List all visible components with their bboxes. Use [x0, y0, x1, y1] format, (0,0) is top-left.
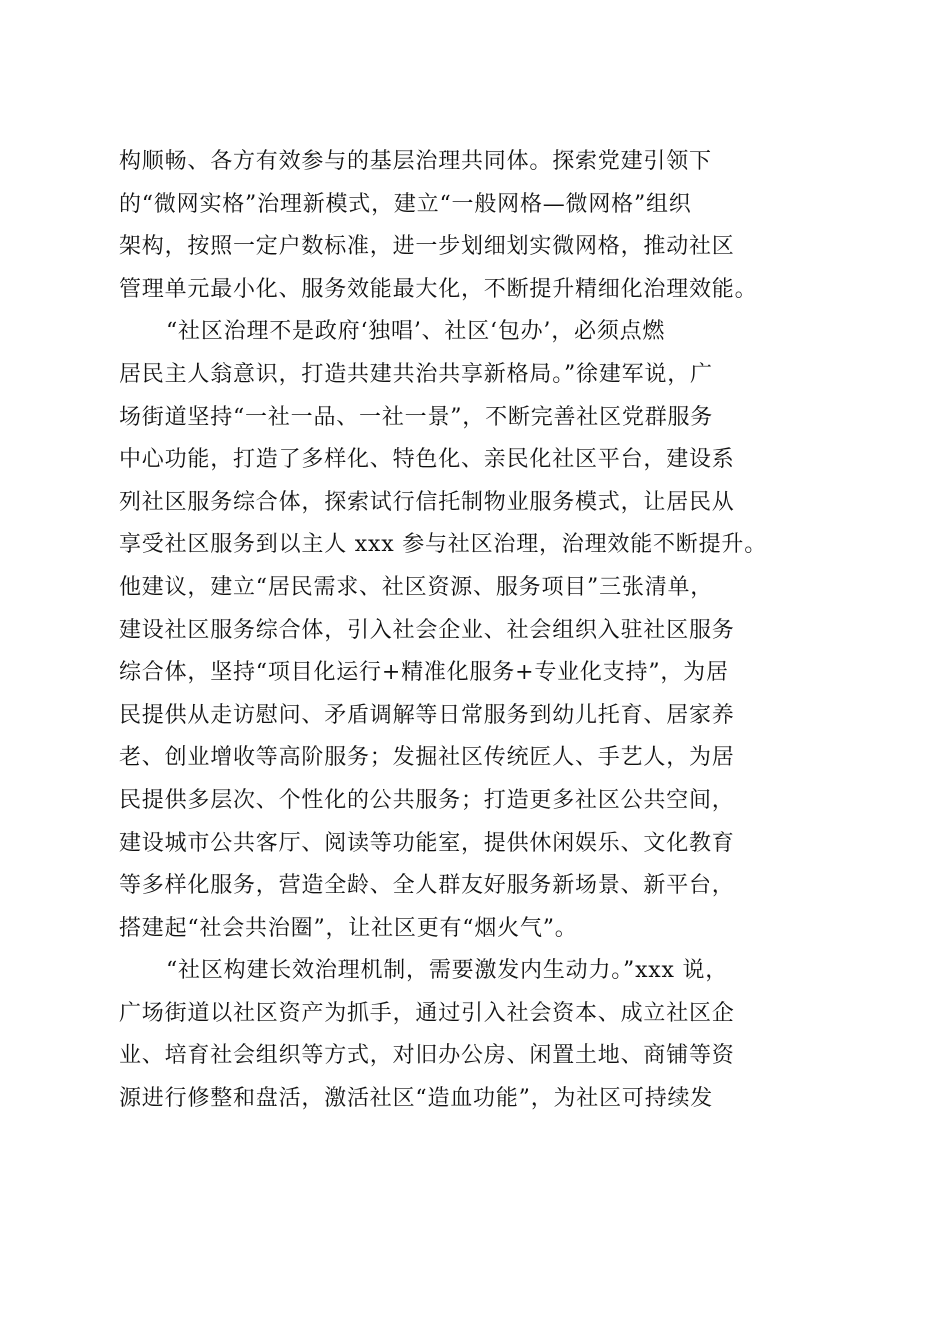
- text-line: 管理单元最小化、服务效能最大化，不断提升精细化治理效能。: [119, 276, 758, 302]
- paragraph-2: [119, 311, 831, 950]
- text-line: 构顺畅、各方有效参与的基层治理共同体。探索党建引领下: [119, 149, 712, 174]
- text-line: 建设城市公共客厅、阅读等功能室，提供休闲娱乐、文化教育: [119, 830, 735, 856]
- text-line: 民提供从走访慰问、矛盾调解等日常服务到幼儿托育、居家养: [119, 702, 735, 728]
- text-line: 民提供多层次、个性化的公共服务；打造更多社区公共空间，: [119, 787, 735, 813]
- paragraph-1: [119, 141, 831, 311]
- text-line: 场街道坚持“一社一品、一社一景”，不断完善社区党群服务: [119, 404, 714, 430]
- text-line: “社区治理不是政府‘独唱’、社区‘包办’，必须点燃: [166, 319, 666, 345]
- text-line: 的“微网实格”治理新模式，建立“一般网格—微网格”组织: [119, 191, 692, 217]
- text-line: 他建议，建立“居民需求、社区资源、服务项目”三张清单，: [119, 574, 714, 600]
- text-line: 居民主人翁意识，打造共建共治共享新格局。”徐建军说，广: [119, 361, 713, 387]
- text-line: 业、培育社会组织等方式，对旧办公房、闲置土地、商铺等资: [119, 1043, 735, 1069]
- text-line: 享受社区服务到以主人 xxx 参与社区治理，治理效能不断提升。: [119, 532, 768, 558]
- text-line: “社区构建长效治理机制，需要激发内生动力。”xxx 说，: [166, 958, 729, 984]
- text-line: 老、创业增收等高阶服务；发掘社区传统匠人、手艺人，为居: [119, 745, 735, 771]
- text-line: 架构，按照一定户数标准，进一步划细划实微网格，推动社区: [119, 234, 735, 260]
- text-line: 综合体，坚持“项目化运行+精准化服务+专业化支持”，为居: [119, 660, 729, 686]
- text-line: 建设社区服务综合体，引入社会企业、社会组织入驻社区服务: [119, 617, 735, 643]
- document-body: [119, 141, 831, 1121]
- text-line: 中心功能，打造了多样化、特色化、亲民化社区平台，建设系: [119, 447, 735, 473]
- paragraph-3: [119, 950, 831, 1120]
- text-line: 等多样化服务，营造全龄、全人群友好服务新场景、新平台，: [119, 873, 735, 899]
- text-line: 广场街道以社区资产为抓手，通过引入社会资本、成立社区企: [119, 1000, 735, 1026]
- text-line: 源进行修整和盘活，激活社区“造血功能”，为社区可持续发: [119, 1086, 714, 1112]
- text-line: 搭建起“社会共治圈”，让社区更有“烟火气”。: [119, 915, 578, 941]
- text-line: 列社区服务综合体，探索试行信托制物业服务模式，让居民从: [119, 489, 735, 515]
